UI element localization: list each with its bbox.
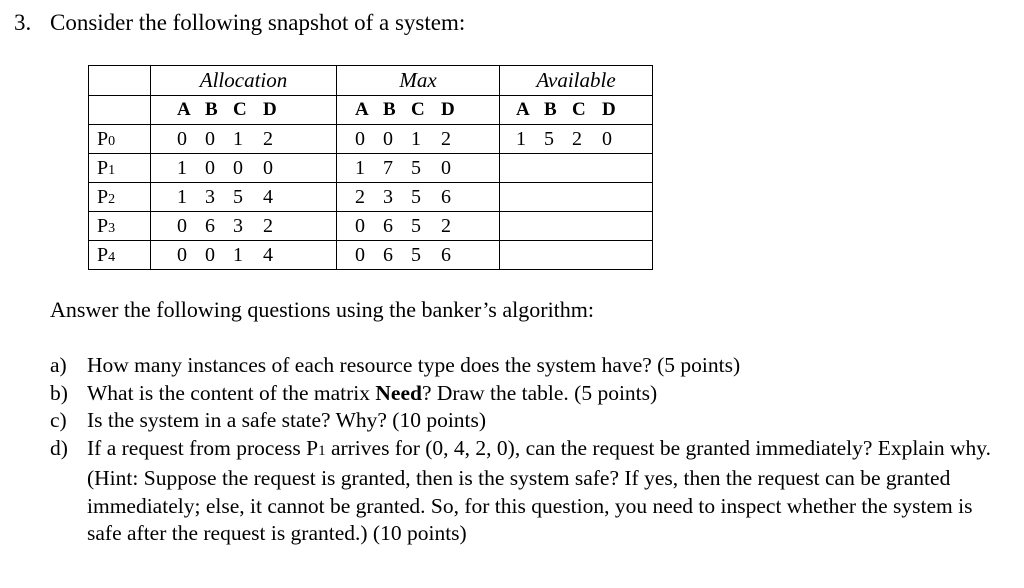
resource-letter: D	[263, 99, 277, 120]
table-row-p3	[89, 212, 653, 241]
question-a	[50, 352, 1005, 380]
available-empty	[500, 183, 653, 212]
allocation-values: 0 0 1 2	[151, 125, 337, 154]
table-row-p0	[89, 125, 653, 154]
allocation-letters	[151, 96, 337, 125]
question-text-pre: If a request from process P	[87, 435, 319, 460]
question-b	[50, 380, 1005, 408]
max-values: 2 3 5 6	[337, 183, 500, 212]
table-row-p1	[89, 154, 653, 183]
question-heading	[14, 8, 465, 38]
process-label: P3	[89, 212, 151, 241]
max-values: 1 7 5 0	[337, 154, 500, 183]
question-c	[50, 407, 1005, 435]
process-header-cell	[89, 66, 151, 96]
question-text: Consider the following snapshot of a system:	[50, 10, 466, 35]
resource-letter: B	[544, 99, 557, 120]
need-term: Need	[375, 380, 422, 405]
question-text-post: ? Draw the table. (5 points)	[421, 380, 658, 405]
process-subscript: 1	[318, 442, 326, 459]
system-snapshot-table	[88, 65, 653, 270]
available-empty	[500, 241, 653, 270]
allocation-header: Allocation	[151, 66, 337, 96]
resource-letter: A	[516, 99, 530, 120]
question-text: How many instances of each resource type does the system have? (5 points)	[87, 353, 741, 377]
available-empty	[500, 212, 653, 241]
process-label: P1	[89, 154, 151, 183]
question-text-post: arrives for (0, 4, 2, 0), can the request be granted immediately? Explain why. (Hint: Suppose the request is granted, then is the system safe? If yes, then the request can be granted immediately; else, it cannot be granted. So, for this question, you need to inspect whether the system is safe after the request is granted.) (10 points)	[87, 435, 992, 545]
process-label: P0	[89, 125, 151, 154]
process-letter-cell	[89, 96, 151, 125]
question-marker: d)	[50, 435, 68, 460]
max-values: 0 6 5 6	[337, 241, 500, 270]
available-header: Available	[500, 66, 653, 96]
resource-letter: A	[355, 99, 369, 120]
question-d	[50, 435, 1005, 548]
resource-letter: C	[572, 99, 586, 120]
resource-letter: D	[602, 99, 616, 120]
question-marker: a)	[50, 353, 67, 377]
max-header: Max	[337, 66, 500, 96]
max-letters	[337, 96, 500, 125]
question-text-pre: What is the content of the matrix	[87, 380, 376, 405]
question-marker: c)	[50, 408, 67, 432]
question-marker: b)	[50, 380, 68, 405]
resource-letter: A	[177, 99, 191, 120]
table-header-row	[89, 66, 653, 96]
allocation-values: 0 0 1 4	[151, 241, 337, 270]
process-label: P2	[89, 183, 151, 212]
question-number: 3.	[14, 10, 32, 35]
question-text: Is the system in a safe state? Why? (10 points)	[87, 408, 487, 432]
resource-letter: C	[411, 99, 425, 120]
available-letters	[500, 96, 653, 125]
question-list	[50, 352, 1005, 548]
max-values: 0 6 5 2	[337, 212, 500, 241]
answer-intro: Answer the following questions using the banker’s algorithm:	[50, 297, 595, 322]
resource-letter: C	[233, 99, 247, 120]
process-label: P4	[89, 241, 151, 270]
resource-letter: D	[441, 99, 455, 120]
available-empty	[500, 154, 653, 183]
allocation-values: 0 6 3 2	[151, 212, 337, 241]
table-row-p4	[89, 241, 653, 270]
max-values: 0 0 1 2	[337, 125, 500, 154]
table-row-p2	[89, 183, 653, 212]
allocation-values: 1 0 0 0	[151, 154, 337, 183]
resource-letter: B	[205, 99, 218, 120]
allocation-values: 1 3 5 4	[151, 183, 337, 212]
resource-letter: B	[383, 99, 396, 120]
resource-letters-row	[89, 96, 653, 125]
available-values: 1 5 2 0	[500, 125, 653, 154]
